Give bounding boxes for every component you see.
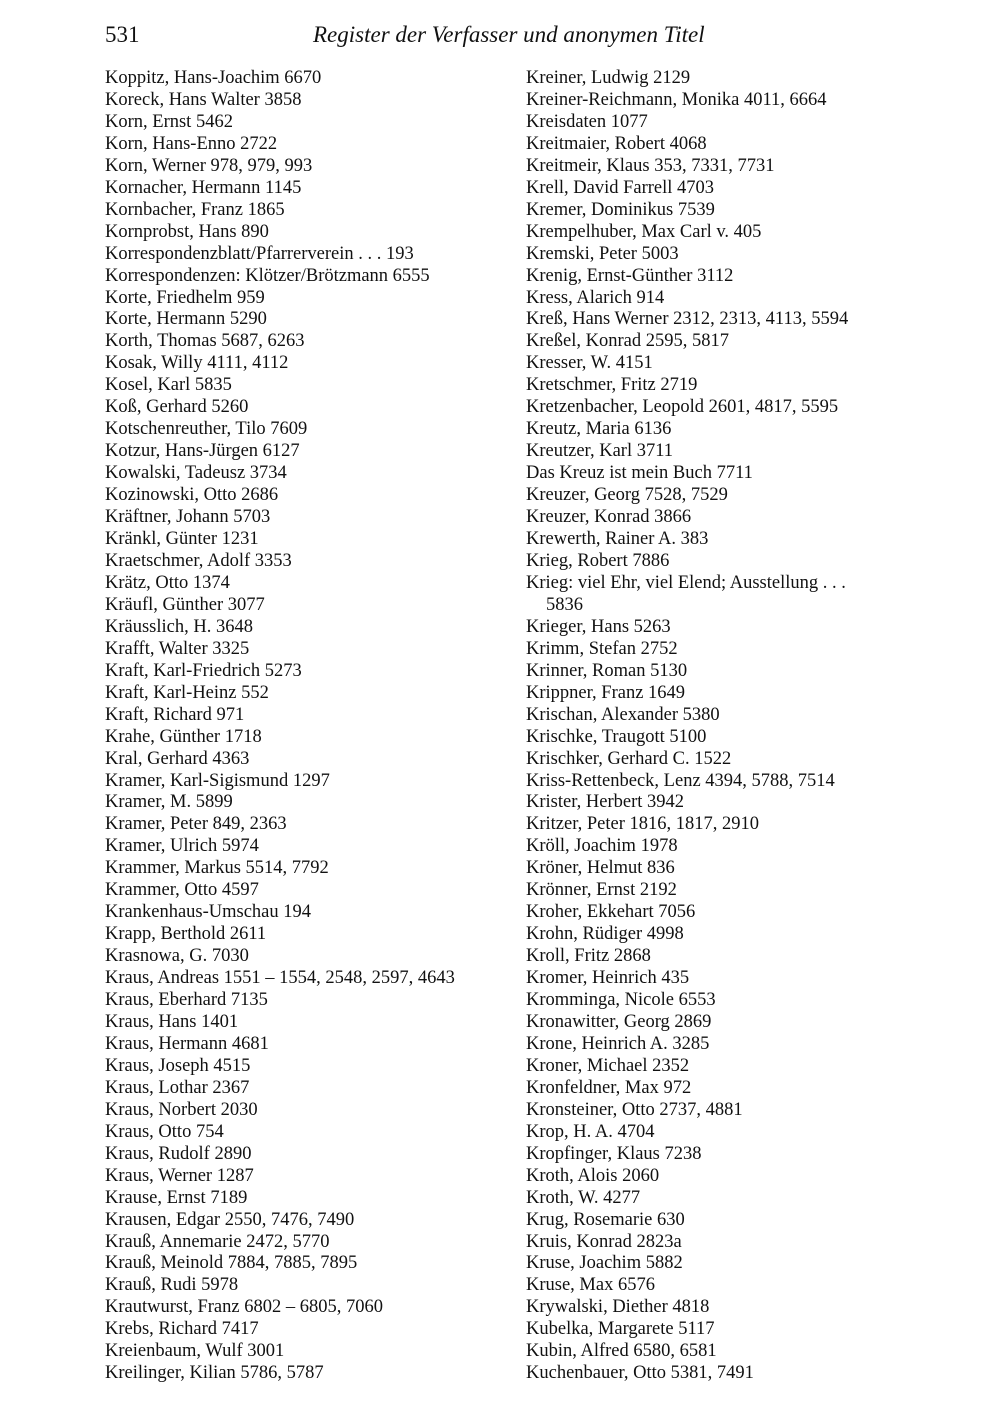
index-entry: Kroll, Fritz 2868 xyxy=(526,946,651,967)
index-entry: Kreuzer, Konrad 3866 xyxy=(526,507,692,528)
index-entry: Kraus, Joseph 4515 xyxy=(105,1055,251,1076)
index-entry: Kraus, Norbert 2030 xyxy=(105,1099,258,1120)
index-entry: Kraus, Werner 1287 xyxy=(105,1165,254,1186)
index-entry: Kronsteiner, Otto 2737, 4881 xyxy=(526,1099,743,1120)
index-entry: Koß, Gerhard 5260 xyxy=(105,397,249,418)
index-entry: Krieger, Hans 5263 xyxy=(526,616,671,637)
index-entry: Krasnowa, G. 7030 xyxy=(105,946,249,967)
index-entry: Krippner, Franz 1649 xyxy=(526,682,686,703)
index-entry: Krempelhuber, Max Carl v. 405 xyxy=(526,221,762,242)
index-entry: Kronfeldner, Max 972 xyxy=(526,1077,692,1098)
index-entry: Kreitmeir, Klaus 353, 7331, 7731 xyxy=(526,155,775,176)
index-entry: Krause, Ernst 7189 xyxy=(105,1187,248,1208)
index-entry: Kornbacher, Franz 1865 xyxy=(105,199,285,220)
index-entry: Krop, H. A. 4704 xyxy=(526,1121,655,1142)
index-entry: Krischan, Alexander 5380 xyxy=(526,704,720,725)
index-entry: Kreutz, Maria 6136 xyxy=(526,419,672,440)
index-column-left xyxy=(105,68,515,1385)
index-entry: Kramer, Ulrich 5974 xyxy=(105,836,259,857)
index-entry: Kraus, Lothar 2367 xyxy=(105,1077,250,1098)
index-column-right xyxy=(526,68,936,1385)
index-entry: Kowalski, Tadeusz 3734 xyxy=(105,463,287,484)
index-entry: Kreßel, Konrad 2595, 5817 xyxy=(526,331,729,352)
index-entry: Krankenhaus-Umschau 194 xyxy=(105,902,312,923)
index-entry: Kraus, Hans 1401 xyxy=(105,1011,239,1032)
index-entry: Kress, Alarich 914 xyxy=(526,287,665,308)
index-entry: Kruse, Max 6576 xyxy=(526,1275,655,1296)
page-number: 531 xyxy=(105,22,140,47)
index-entry: Kresser, W. 4151 xyxy=(526,353,653,374)
index-entry: Kruis, Konrad 2823a xyxy=(526,1231,682,1252)
index-entry: Kuchenbauer, Otto 5381, 7491 xyxy=(526,1363,754,1384)
index-entry: Kreß, Hans Werner 2312, 2313, 4113, 5594 xyxy=(526,309,849,330)
index-entry: Kramer, M. 5899 xyxy=(105,792,233,813)
index-entry: Kubelka, Margarete 5117 xyxy=(526,1319,715,1340)
index-entry: Kraft, Richard 971 xyxy=(105,704,245,725)
index-entry: Kraft, Karl-Friedrich 5273 xyxy=(105,660,302,681)
index-entry: Krister, Herbert 3942 xyxy=(526,792,684,813)
index-entry: Kromer, Heinrich 435 xyxy=(526,968,690,989)
index-entry: Krebs, Richard 7417 xyxy=(105,1319,259,1340)
index-entry: Krug, Rosemarie 630 xyxy=(526,1209,685,1230)
index-entry: Kräufl, Günther 3077 xyxy=(105,594,265,615)
index-entry: Kröner, Helmut 836 xyxy=(526,858,675,879)
index-entry: Krinner, Roman 5130 xyxy=(526,660,688,681)
index-entry: Korn, Werner 978, 979, 993 xyxy=(105,155,313,176)
index-entry: Korth, Thomas 5687, 6263 xyxy=(105,331,305,352)
index-entry: Kraft, Karl-Heinz 552 xyxy=(105,682,269,703)
index-entry: Krammer, Otto 4597 xyxy=(105,880,259,901)
index-entry: Kränkl, Günter 1231 xyxy=(105,529,259,550)
index-entry: Krieg: viel Ehr, viel Elend; Ausstellung . . . xyxy=(526,572,846,593)
index-entry: Krafft, Walter 3325 xyxy=(105,638,250,659)
index-entry: Krischker, Gerhard C. 1522 xyxy=(526,748,732,769)
index-entry: Kramer, Karl-Sigismund 1297 xyxy=(105,770,330,791)
index-entry: Kraetschmer, Adolf 3353 xyxy=(105,550,292,571)
index-entry: Kreilinger, Kilian 5786, 5787 xyxy=(105,1363,324,1384)
index-entry: Kroth, W. 4277 xyxy=(526,1187,641,1208)
index-entry: Kosel, Karl 5835 xyxy=(105,375,232,396)
index-entry: Kronawitter, Georg 2869 xyxy=(526,1011,712,1032)
index-entry: Krapp, Berthold 2611 xyxy=(105,924,267,945)
index-entry: Kramer, Peter 849, 2363 xyxy=(105,814,287,835)
index-entry: Krieg, Robert 7886 xyxy=(526,550,670,571)
index-entry: Kremski, Peter 5003 xyxy=(526,243,679,264)
index-entry: Krauß, Rudi 5978 xyxy=(105,1275,239,1296)
index-entry: Korrespondenzblatt/Pfarrerverein . . . 193 xyxy=(105,243,414,264)
index-entry: Kropfinger, Klaus 7238 xyxy=(526,1143,702,1164)
index-entry: Kraus, Hermann 4681 xyxy=(105,1033,269,1054)
index-entry: Krewerth, Rainer A. 383 xyxy=(526,529,709,550)
index-entry: Krimm, Stefan 2752 xyxy=(526,638,678,659)
index-entry: Korte, Hermann 5290 xyxy=(105,309,267,330)
index-entry: Krauß, Annemarie 2472, 5770 xyxy=(105,1231,330,1252)
index-entry: Kosak, Willy 4111, 4112 xyxy=(105,353,289,374)
index-entry: Krätz, Otto 1374 xyxy=(105,572,230,593)
index-entry: Kreiner, Ludwig 2129 xyxy=(526,68,691,88)
index-entry: Kräftner, Johann 5703 xyxy=(105,507,271,528)
index-entry: Kroth, Alois 2060 xyxy=(526,1165,660,1186)
index-entry: Kreitmaier, Robert 4068 xyxy=(526,133,707,154)
index-entry: Krell, David Farrell 4703 xyxy=(526,177,715,198)
index-entry: Kritzer, Peter 1816, 1817, 2910 xyxy=(526,814,760,835)
index-entry: Krywalski, Diether 4818 xyxy=(526,1297,710,1318)
running-head: Register der Verfasser und anonymen Titel xyxy=(313,22,705,47)
index-entry: Korn, Hans-Enno 2722 xyxy=(105,133,278,154)
index-entry: Korrespondenzen: Klötzer/Brötzmann 6555 xyxy=(105,265,430,286)
index-entry: Korn, Ernst 5462 xyxy=(105,111,233,132)
index-entry: Kozinowski, Otto 2686 xyxy=(105,485,279,506)
index-entry: Krammer, Markus 5514, 7792 xyxy=(105,858,329,879)
index-entry: Krahe, Günther 1718 xyxy=(105,726,262,747)
index-entry: Kreutzer, Karl 3711 xyxy=(526,441,674,462)
index-entry: Kreisdaten 1077 xyxy=(526,111,648,132)
index-entry: Kreienbaum, Wulf 3001 xyxy=(105,1341,285,1362)
index-entry: Kreuzer, Georg 7528, 7529 xyxy=(526,485,728,506)
index-entry: Kornprobst, Hans 890 xyxy=(105,221,269,242)
index-entry: Kraus, Andreas 1551 – 1554, 2548, 2597, 4643 xyxy=(105,968,455,989)
index-entry: Krohn, Rüdiger 4998 xyxy=(526,924,684,945)
index-entry: Kromminga, Nicole 6553 xyxy=(526,990,716,1011)
index-entry: Koreck, Hans Walter 3858 xyxy=(105,89,302,110)
index-entry: Kotschenreuther, Tilo 7609 xyxy=(105,419,308,440)
index-entry: Kroher, Ekkehart 7056 xyxy=(526,902,696,923)
index-entry: Kretschmer, Fritz 2719 xyxy=(526,375,698,396)
index-entry: Kraus, Rudolf 2890 xyxy=(105,1143,252,1164)
index-entry: Kubin, Alfred 6580, 6581 xyxy=(526,1341,717,1362)
index-entry: Koppitz, Hans-Joachim 6670 xyxy=(105,68,322,88)
index-entry: Krischke, Traugott 5100 xyxy=(526,726,707,747)
index-entry: Kretzenbacher, Leopold 2601, 4817, 5595 xyxy=(526,397,839,418)
index-entry: Kral, Gerhard 4363 xyxy=(105,748,250,769)
index-entry: Kräusslich, H. 3648 xyxy=(105,616,253,637)
index-entry: Kriss-Rettenbeck, Lenz 4394, 5788, 7514 xyxy=(526,770,835,791)
index-entry: Kremer, Dominikus 7539 xyxy=(526,199,715,220)
index-entry: Krausen, Edgar 2550, 7476, 7490 xyxy=(105,1209,355,1230)
index-entry: Kruse, Joachim 5882 xyxy=(526,1253,683,1274)
index-entry: Kotzur, Hans-Jürgen 6127 xyxy=(105,441,300,462)
index-entry: Krauß, Meinold 7884, 7885, 7895 xyxy=(105,1253,358,1274)
index-entry: Kraus, Eberhard 7135 xyxy=(105,990,268,1011)
index-entry: Krönner, Ernst 2192 xyxy=(526,880,677,901)
index-entry: Korte, Friedhelm 959 xyxy=(105,287,265,308)
index-entry-continuation: 5836 xyxy=(546,594,583,615)
index-entry: Kraus, Otto 754 xyxy=(105,1121,224,1142)
index-entry: Das Kreuz ist mein Buch 7711 xyxy=(526,463,753,484)
index-entry: Kornacher, Hermann 1145 xyxy=(105,177,302,198)
index-entry: Kröll, Joachim 1978 xyxy=(526,836,678,857)
index-entry: Kroner, Michael 2352 xyxy=(526,1055,690,1076)
index-entry: Kreiner-Reichmann, Monika 4011, 6664 xyxy=(526,89,827,110)
index-entry: Krautwurst, Franz 6802 – 6805, 7060 xyxy=(105,1297,383,1318)
index-entry: Krenig, Ernst-Günther 3112 xyxy=(526,265,734,286)
index-entry: Krone, Heinrich A. 3285 xyxy=(526,1033,710,1054)
